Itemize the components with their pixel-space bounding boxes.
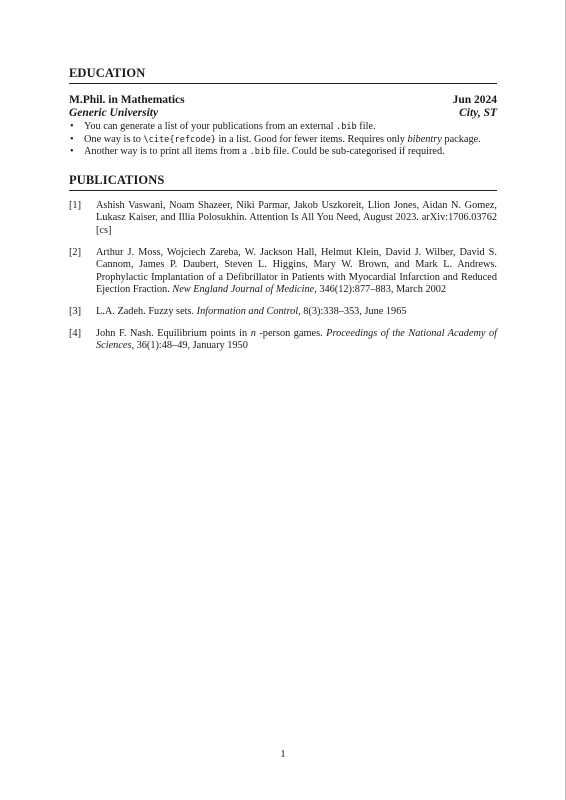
education-entry-header [69, 93, 497, 107]
publication-item-3 [69, 306, 497, 319]
section-title-publications: PUBLICATIONS [69, 173, 497, 191]
institution-name: Generic University [69, 107, 159, 119]
cv-content [69, 66, 497, 353]
bullet-code: \cite{refcode} [143, 134, 216, 145]
education-entry-subheader [69, 107, 497, 120]
publication-number: [1] [69, 199, 82, 211]
bullet-text-post: file. [356, 121, 376, 132]
section-title-education: EDUCATION [69, 66, 497, 84]
degree-date: Jun 2024 [452, 94, 497, 106]
bullet-text-post: package. [441, 133, 481, 145]
publication-item-2 [69, 247, 497, 297]
publication-math-variable: n [250, 327, 256, 339]
publication-details: , 346(12):877–883, March 2002 [314, 284, 447, 296]
bullet-code: .bib [336, 122, 357, 132]
publication-details: , 36(1):48–49, January 1950 [131, 340, 248, 352]
publication-text: Ashish Vaswani, Noam Shazeer, Niki Parmar, Jakob Uszkoreit, Llion Jones, Aidan N. Gomez, Lukasz Kaiser, and Illia Polosukhin. Attention Is All You Need, August 2023. arXiv:1706.03762 [cs] [96, 199, 497, 236]
bullet-text-pre: Another way is to print all items from a [84, 146, 250, 158]
bullet-text-pre: One way is to [84, 133, 144, 145]
publication-venue: Information and Control [196, 305, 299, 317]
bullet-text-post: file. Could be sub-categorised if required. [270, 146, 445, 158]
bullet-emphasis: bibentry [407, 133, 442, 145]
publication-item-4 [69, 328, 497, 353]
publication-number: [4] [69, 327, 82, 339]
bullet-icon: • [70, 121, 74, 132]
education-bullet-list [69, 121, 497, 159]
education-bullet-3 [69, 146, 497, 159]
publication-item-1 [69, 200, 497, 238]
publication-text-cont: -person games. [255, 327, 327, 339]
education-bullet-1 [69, 121, 497, 134]
degree-title: M.Phil. in Mathematics [69, 94, 185, 106]
publication-details: , 8(3):338–353, June 1965 [298, 305, 407, 317]
bullet-text-pre: You can generate a list of your publications from an external [84, 121, 337, 132]
publication-text: John F. Nash. Equilibrium points in [96, 327, 251, 339]
bullet-icon: • [70, 133, 74, 145]
publication-venue: New England Journal of Medicine [172, 284, 315, 296]
page-number: 1 [280, 749, 286, 760]
education-bullet-2 [69, 134, 497, 147]
publication-number: [2] [69, 246, 82, 258]
publication-number: [3] [69, 305, 82, 317]
bullet-text-mid: in a list. Good for fewer items. Requires only [215, 133, 408, 145]
publication-text: Arthur J. Moss, Wojciech Zareba, W. Jackson Hall, Helmut Klein, David J. Wilber, David S. Cannom, James P. Daubert, Steven L. Higgins, Mary W. Brown, and Mark L. Andrews. Prophylactic Implantation of a Defibrillator in Patients with Myocardial Infarction and Reduced Ejection Fraction. [96, 246, 497, 296]
bullet-icon: • [70, 146, 74, 158]
institution-location: City, ST [459, 107, 497, 119]
publication-text: L.A. Zadeh. Fuzzy sets. [96, 305, 197, 317]
bullet-code: .bib [249, 147, 271, 158]
publication-venue: Proceedings of the National Academy of Sciences [96, 327, 498, 352]
